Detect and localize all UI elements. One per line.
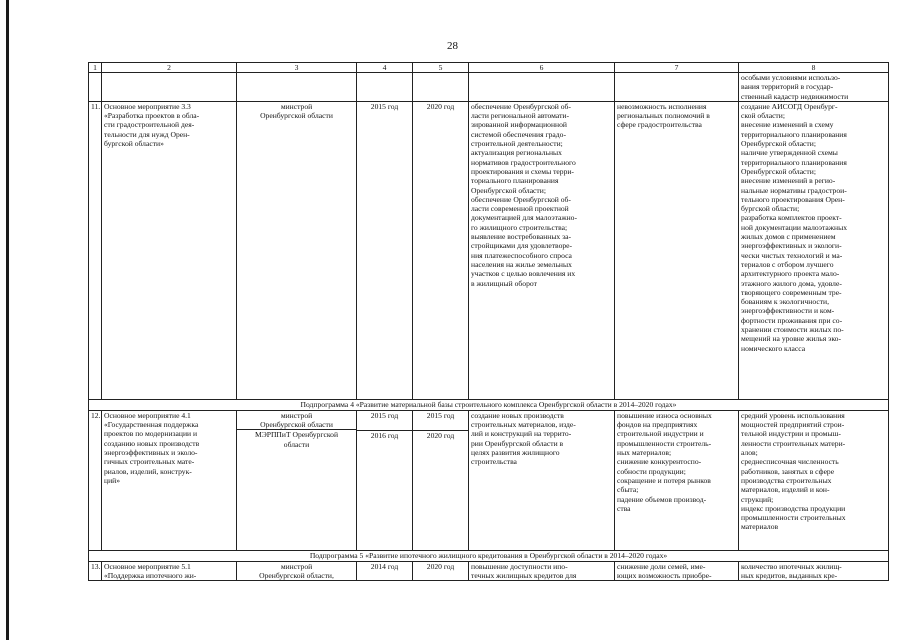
consequences-cell: повышение износа основных фондов на предприятиях строительной индустрии и промышленности строитель- ных материалов; снижение конкурентоспо- собности продукции; сокращение и потеря рынков сбыта; падение объемов производ- ства [615,410,739,550]
col-header-7: 7 [615,63,739,73]
col-header-3: 3 [237,63,357,73]
end-year-1: 2015 год [426,410,455,420]
executor-cell [237,410,357,550]
subprogram-heading-row [89,399,889,410]
expected-result-cell: создание новых производств строительных материалов, изде- лий и конструкций на террито- рии Оренбургской области в целях развития жилищного строительства [469,410,615,550]
measure-name-cell: Основное мероприятие 4.1 «Государственная поддержка проектов по модернизации и созданию новых производств энергоэффективных и эколо- гичных строительных мате- риалов, изделий, конструк- ций» [102,410,237,550]
col-header-2: 2 [102,63,237,73]
subprogram-heading-row [89,550,889,561]
start-year-2: 2016 год [357,430,412,440]
end-year-cell [413,410,469,550]
col-header-8: 8 [739,63,889,73]
start-year-1: 2015 год [370,410,399,420]
consequences-cell: невозможность исполнения региональных полномочий в сфере градостроительства [615,101,739,399]
page-left-edge [6,0,9,640]
col-header-5: 5 [413,63,469,73]
start-year-cell: 2015 год [357,101,413,399]
col-header-4: 4 [357,63,413,73]
row-number: 11. [89,101,102,399]
indicator-cell: средний уровень использования мощностей предприятий строи- тельной индустрии и промыш- ленности строительных матери- алов; среднесписочная численность работников, занятых в сфере производства строительных материалов, изделий и кон- струкций; индекс производства продукции промышленности строительных материалов [739,410,889,550]
measure-name-cell: Основное мероприятие 5.1 «Поддержка ипотечного жи- [102,561,237,581]
table-row [89,410,889,550]
executor-1: минстрой Оренбургской области [260,410,333,430]
end-year-cell: 2020 год [413,101,469,399]
indicator-cell: количество ипотечных жилищ- ных кредитов, выданных кре- [739,561,889,581]
row-number: 13. [89,561,102,581]
row-number: 12. [89,410,102,550]
start-year-cell [357,410,413,550]
end-year-2: 2020 год [413,430,468,440]
measure-name-cell: Основное мероприятие 3.3 «Разработка проектов в обла- сти градостроительной дея- тельности для нужд Орен- бургской области» [102,101,237,399]
column-number-row [89,63,889,73]
end-year-cell: 2020 год [413,561,469,581]
table-row-continued [89,73,889,102]
consequences-cell: снижение доли семей, име- ющих возможность приобре- [615,561,739,581]
table-row [89,561,889,581]
indicator-cell: особыми условиями использо- вания территорий в государ- ственный кадастр недвижимости [739,73,889,102]
expected-result-cell: повышение доступности ипо- течных жилищных кредитов для [469,561,615,581]
start-year-cell: 2014 год [357,561,413,581]
program-measures-table [88,62,889,581]
col-header-6: 6 [469,63,615,73]
expected-result-cell: обеспечение Оренбургской об- ласти региональной автомати- зированной информационной системой обеспечения градо- строительной деятельности; актуализация региональных нормативов градостроительного проектирования и схемы терри- ториального планирования Оренбургской области; обеспечение Оренбургской об- ласти современной проектной документацией для малоэтажно- го жилищного строительства; выявление востребованных за- стройщиками для удовлетворе- ния платежеспособного спроса населения на жилье земельных участков с целью вовлечения их в жилищный оборот [469,101,615,399]
subprogram-5-title: Подпрограмма 5 «Развитие ипотечного жилищного кредитования в Оренбургской области в 2014–2020 годах» [89,550,889,561]
subprogram-4-title: Подпрограмма 4 «Развитие материальной базы строительного комплекса Оренбургской области в 2014–2020 годах» [89,399,889,410]
executor-cell: минстрой Оренбургской области, [237,561,357,581]
table-row [89,101,889,399]
executor-2: МЭРППиТ Оренбургской области [237,429,356,449]
col-header-1: 1 [89,63,102,73]
indicator-cell: создание АИСОГД Оренбург- ской области; внесение изменений в схему территориального планирования Оренбургской области; наличие утвержденной схемы территориального планирования Оренбургской области; внесение изменений в регио- нальные нормативы градострои- тельного проектирования Орен- бургской области; разработка комплектов проект- ной документации малоэтажных жилых домов с применением энергоэффективных и экологи- чески чистых технологий и ма- териалов с отбором лучшего архитектурного проекта мало- этажного жилого дома, удовле- творяющего современным тре- бованиям к экологичности, энергоэффективности и ком- фортности проживания при со- хранении стоимости жилых по- мещений на уровне жилья эко- номического класса [739,101,889,399]
page-number: 28 [447,40,458,52]
executor-cell: минстрой Оренбургской области [237,101,357,399]
